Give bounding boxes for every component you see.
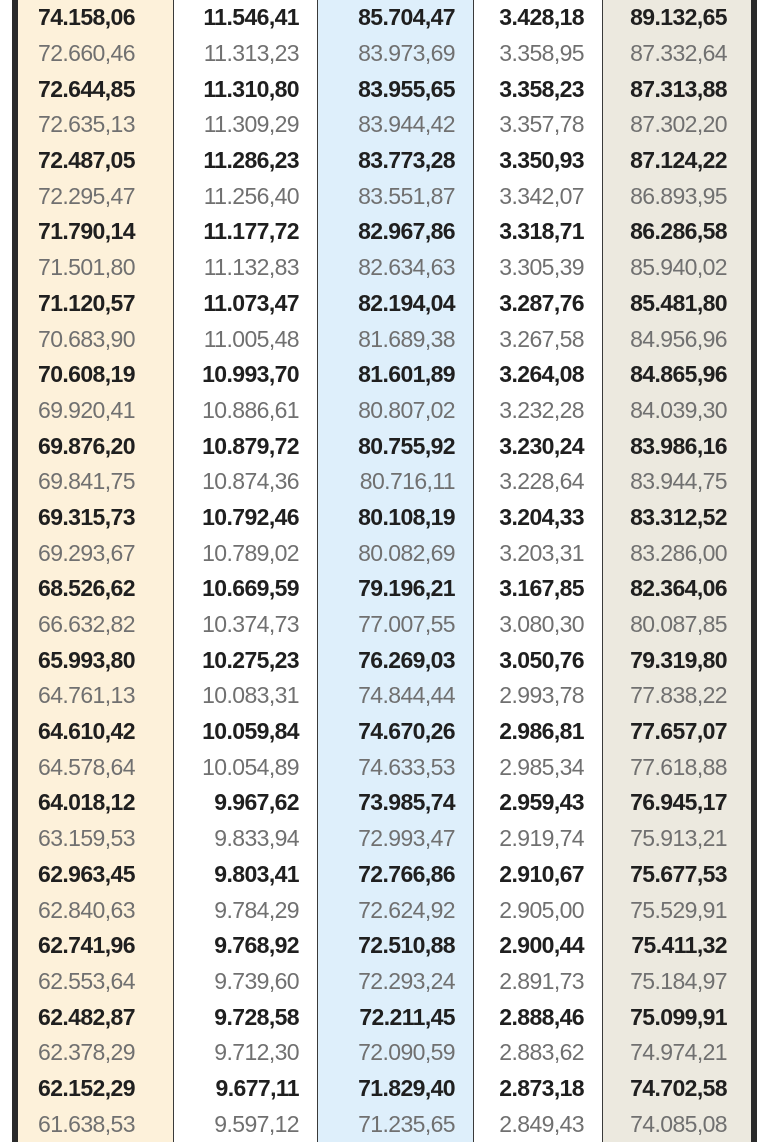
table-cell-col-5: 83.286,00 [630, 539, 727, 566]
table-cell-col-5: 83.986,16 [630, 432, 727, 459]
table-cell-col-1: 62.840,63 [38, 896, 135, 923]
table-cell-col-1: 64.761,13 [38, 682, 135, 709]
table-cell-col-4: 2.985,34 [499, 753, 584, 780]
table-cell-col-5: 86.893,95 [630, 182, 727, 209]
table-cell-col-4: 3.350,93 [499, 147, 584, 174]
table-cell-col-5: 75.099,91 [630, 1003, 727, 1030]
table-cell-col-3: 83.944,42 [358, 111, 455, 138]
table-cell-col-1: 63.159,53 [38, 825, 135, 852]
table-cell-col-3: 76.269,03 [358, 646, 455, 673]
table-row [18, 892, 751, 928]
table-row [18, 1106, 751, 1142]
table-row [18, 107, 751, 143]
table-cell-col-3: 74.670,26 [358, 718, 455, 745]
table-cell-col-3: 80.807,02 [358, 396, 455, 423]
table-cell-col-5: 75.184,97 [630, 967, 727, 994]
table-cell-col-4: 3.264,08 [499, 361, 584, 388]
table-cell-col-1: 72.644,85 [38, 75, 135, 102]
table-cell-col-3: 85.704,47 [358, 4, 455, 31]
table-cell-col-4: 3.357,78 [499, 111, 584, 138]
table-cell-col-5: 87.332,64 [630, 40, 727, 67]
table-cell-col-2: 11.313,23 [203, 40, 299, 67]
table-cell-col-3: 80.716,11 [359, 468, 455, 495]
table-cell-col-2: 10.059,84 [202, 718, 299, 745]
table-cell-col-4: 3.167,85 [499, 575, 584, 602]
table-cell-col-3: 71.829,40 [358, 1074, 455, 1101]
table-cell-col-4: 2.993,78 [499, 682, 584, 709]
table-cell-col-3: 81.689,38 [358, 325, 455, 352]
table-cell-col-3: 81.601,89 [358, 361, 455, 388]
table-cell-col-1: 69.315,73 [38, 503, 135, 530]
table-cell-col-4: 3.287,76 [499, 289, 584, 316]
table-cell-col-1: 69.876,20 [38, 432, 135, 459]
table-cell-col-2: 9.768,92 [214, 932, 299, 959]
table-cell-col-1: 62.152,29 [38, 1074, 135, 1101]
table-cell-col-4: 2.849,43 [499, 1110, 584, 1137]
table-cell-col-1: 70.608,19 [38, 361, 135, 388]
table-cell-col-1: 62.963,45 [38, 860, 135, 887]
table-cell-col-2: 11.310,80 [203, 75, 299, 102]
table-cell-col-4: 2.900,44 [499, 932, 584, 959]
table-cell-col-1: 64.610,42 [38, 718, 135, 745]
table-cell-col-2: 11.073,47 [203, 289, 299, 316]
table-cell-col-1: 72.635,13 [38, 111, 135, 138]
table-row [18, 607, 751, 643]
table-cell-col-2: 11.177,72 [203, 218, 299, 245]
table-cell-col-4: 3.050,76 [499, 646, 584, 673]
table-cell-col-5: 82.364,06 [630, 575, 727, 602]
table-cell-col-3: 72.766,86 [358, 860, 455, 887]
table-cell-col-2: 9.712,30 [214, 1039, 299, 1066]
table-cell-col-3: 72.993,47 [358, 825, 455, 852]
table-cell-col-2: 9.739,60 [214, 967, 299, 994]
table-row [18, 678, 751, 714]
table-cell-col-2: 11.132,83 [203, 254, 299, 281]
table-cell-col-1: 72.295,47 [38, 182, 135, 209]
table-cell-col-5: 84.956,96 [630, 325, 727, 352]
table-row [18, 286, 751, 322]
table-cell-col-4: 3.232,28 [499, 396, 584, 423]
table-row [18, 999, 751, 1035]
table-cell-col-5: 85.940,02 [630, 254, 727, 281]
table-cell-col-4: 3.342,07 [499, 182, 584, 209]
table-cell-col-2: 11.286,23 [203, 147, 299, 174]
table-row [18, 357, 751, 393]
table-row [18, 178, 751, 214]
table-row [18, 714, 751, 750]
table-cell-col-2: 10.874,36 [202, 468, 299, 495]
table-cell-col-3: 82.634,63 [358, 254, 455, 281]
table-cell-col-2: 10.374,73 [202, 611, 299, 638]
table-cell-col-1: 61.638,53 [38, 1110, 135, 1137]
salary-table [18, 0, 751, 1142]
table-cell-col-3: 72.510,88 [358, 932, 455, 959]
table-row [18, 464, 751, 500]
table-row [18, 393, 751, 429]
table-cell-col-4: 3.318,71 [499, 218, 584, 245]
table-row [18, 535, 751, 571]
table-cell-col-5: 84.865,96 [630, 361, 727, 388]
table-cell-col-5: 79.319,80 [630, 646, 727, 673]
table-cell-col-4: 2.891,73 [499, 967, 584, 994]
table-cell-col-5: 76.945,17 [630, 789, 727, 816]
table-cell-col-4: 2.873,18 [499, 1074, 584, 1101]
table-cell-col-1: 62.553,64 [38, 967, 135, 994]
table-cell-col-3: 80.755,92 [358, 432, 455, 459]
table-cell-col-3: 77.007,55 [358, 611, 455, 638]
table-cell-col-2: 11.309,29 [203, 111, 299, 138]
table-cell-col-2: 10.993,70 [202, 361, 299, 388]
table-cell-col-2: 10.669,59 [202, 575, 299, 602]
table-cell-col-4: 3.228,64 [499, 468, 584, 495]
table-cell-col-1: 72.487,05 [38, 147, 135, 174]
table-cell-col-4: 2.905,00 [499, 896, 584, 923]
table-row [18, 857, 751, 893]
table-cell-col-2: 10.886,61 [202, 396, 299, 423]
table-cell-col-2: 10.792,46 [202, 503, 299, 530]
table-cell-col-1: 71.790,14 [38, 218, 135, 245]
table-cell-col-5: 75.411,32 [631, 932, 727, 959]
table-cell-col-4: 3.358,23 [499, 75, 584, 102]
table-cell-col-5: 77.657,07 [630, 718, 727, 745]
table-cell-col-3: 73.985,74 [358, 789, 455, 816]
table-cell-col-2: 9.784,29 [214, 896, 299, 923]
table-cell-col-5: 74.974,21 [630, 1039, 727, 1066]
table-cell-col-1: 69.841,75 [38, 468, 135, 495]
table-row [18, 143, 751, 179]
table-cell-col-5: 85.481,80 [630, 289, 727, 316]
table-cell-col-3: 72.624,92 [358, 896, 455, 923]
table-cell-col-2: 11.256,40 [203, 182, 299, 209]
table-cell-col-5: 83.944,75 [630, 468, 727, 495]
table-cell-col-5: 84.039,30 [630, 396, 727, 423]
table-cell-col-3: 71.235,65 [358, 1110, 455, 1137]
table-body [18, 0, 751, 1142]
table-cell-col-1: 62.741,96 [38, 932, 135, 959]
table-row [18, 749, 751, 785]
table-cell-col-3: 83.955,65 [358, 75, 455, 102]
table-cell-col-5: 74.085,08 [630, 1110, 727, 1137]
table-row [18, 36, 751, 72]
table-cell-col-1: 68.526,62 [38, 575, 135, 602]
table-cell-col-1: 71.501,80 [38, 254, 135, 281]
table-cell-col-5: 87.124,22 [630, 147, 727, 174]
table-cell-col-1: 64.018,12 [38, 789, 135, 816]
table-cell-col-4: 2.883,62 [499, 1039, 584, 1066]
table-row [18, 214, 751, 250]
table-row [18, 821, 751, 857]
table-cell-col-3: 79.196,21 [358, 575, 455, 602]
table-cell-col-1: 62.482,87 [38, 1003, 135, 1030]
table-cell-col-4: 3.358,95 [499, 40, 584, 67]
table-row [18, 500, 751, 536]
table-cell-col-1: 69.920,41 [38, 396, 135, 423]
table-row [18, 1071, 751, 1107]
table-cell-col-5: 87.313,88 [630, 75, 727, 102]
table-cell-col-3: 72.211,45 [359, 1003, 455, 1030]
table-cell-col-5: 77.618,88 [630, 753, 727, 780]
table-cell-col-2: 10.083,31 [202, 682, 299, 709]
table-cell-col-1: 66.632,82 [38, 611, 135, 638]
table-cell-col-3: 82.194,04 [358, 289, 455, 316]
table-cell-col-3: 80.082,69 [358, 539, 455, 566]
table-cell-col-4: 3.080,30 [499, 611, 584, 638]
table-cell-col-2: 10.054,89 [202, 753, 299, 780]
table-cell-col-4: 2.986,81 [499, 718, 584, 745]
table-cell-col-5: 83.312,52 [630, 503, 727, 530]
table-cell-col-1: 72.660,46 [38, 40, 135, 67]
table-cell-col-3: 83.973,69 [358, 40, 455, 67]
table-row [18, 250, 751, 286]
table-row [18, 0, 751, 36]
table-cell-col-4: 3.267,58 [499, 325, 584, 352]
table-row [18, 321, 751, 357]
table-cell-col-1: 70.683,90 [38, 325, 135, 352]
table-cell-col-2: 9.967,62 [214, 789, 299, 816]
table-cell-col-5: 86.286,58 [630, 218, 727, 245]
table-cell-col-2: 9.597,12 [214, 1110, 299, 1137]
table-cell-col-4: 3.204,33 [499, 503, 584, 530]
table-cell-col-3: 74.844,44 [358, 682, 455, 709]
table-cell-col-1: 74.158,06 [38, 4, 135, 31]
table-row [18, 71, 751, 107]
table-cell-col-2: 11.005,48 [203, 325, 299, 352]
table-cell-col-2: 10.789,02 [202, 539, 299, 566]
table-cell-col-2: 9.803,41 [214, 860, 299, 887]
table-cell-col-2: 9.833,94 [214, 825, 299, 852]
table-cell-col-1: 69.293,67 [38, 539, 135, 566]
table-cell-col-4: 2.910,67 [499, 860, 584, 887]
table-cell-col-5: 77.838,22 [630, 682, 727, 709]
table-cell-col-3: 82.967,86 [358, 218, 455, 245]
table-cell-col-3: 74.633,53 [358, 753, 455, 780]
table-row [18, 642, 751, 678]
table-row [18, 964, 751, 1000]
table-row [18, 571, 751, 607]
table-cell-col-5: 75.677,53 [630, 860, 727, 887]
table-cell-col-1: 65.993,80 [38, 646, 135, 673]
table-cell-col-2: 9.677,11 [215, 1074, 299, 1101]
table-cell-col-1: 64.578,64 [38, 753, 135, 780]
table-cell-col-3: 83.773,28 [358, 147, 455, 174]
table-cell-col-2: 11.546,41 [203, 4, 299, 31]
table-cell-col-4: 2.888,46 [499, 1003, 584, 1030]
table-cell-col-4: 2.959,43 [499, 789, 584, 816]
table-row [18, 928, 751, 964]
table-cell-col-3: 80.108,19 [358, 503, 455, 530]
table-cell-col-5: 75.913,21 [630, 825, 727, 852]
table-cell-col-3: 72.090,59 [358, 1039, 455, 1066]
table-cell-col-5: 74.702,58 [630, 1074, 727, 1101]
table-cell-col-3: 83.551,87 [358, 182, 455, 209]
table-cell-col-4: 3.203,31 [499, 539, 584, 566]
table-cell-col-5: 89.132,65 [630, 4, 727, 31]
table-row [18, 428, 751, 464]
table-cell-col-4: 3.305,39 [499, 254, 584, 281]
table-cell-col-2: 10.275,23 [202, 646, 299, 673]
table-cell-col-1: 62.378,29 [38, 1039, 135, 1066]
table-cell-col-5: 75.529,91 [630, 896, 727, 923]
table-cell-col-5: 80.087,85 [630, 611, 727, 638]
table-row [18, 785, 751, 821]
table-cell-col-4: 3.230,24 [499, 432, 584, 459]
table-cell-col-1: 71.120,57 [38, 289, 135, 316]
table-cell-col-4: 2.919,74 [499, 825, 584, 852]
table-cell-col-3: 72.293,24 [358, 967, 455, 994]
table-cell-col-5: 87.302,20 [630, 111, 727, 138]
table-cell-col-2: 10.879,72 [202, 432, 299, 459]
table-cell-col-2: 9.728,58 [214, 1003, 299, 1030]
table-cell-col-4: 3.428,18 [499, 4, 584, 31]
table-row [18, 1035, 751, 1071]
